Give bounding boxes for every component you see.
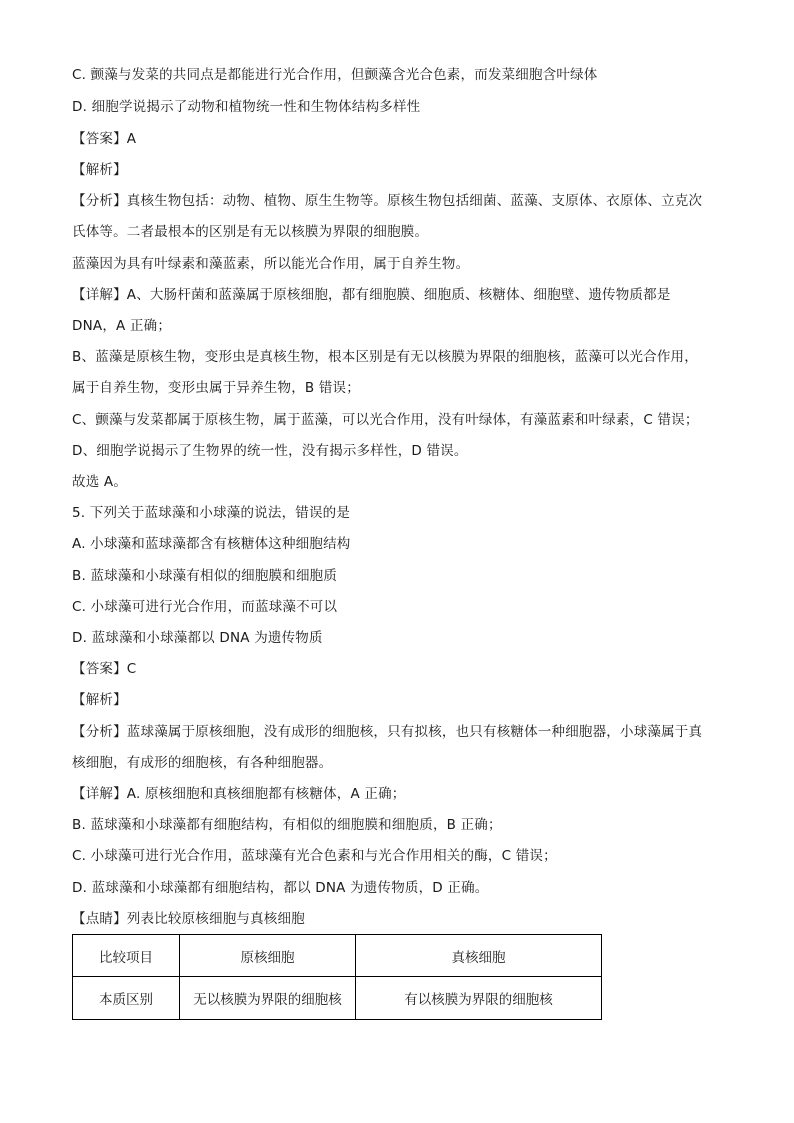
detail-b-2: B. 蓝球藻和小球藻都有细胞结构，有相似的细胞膜和细胞质，B 正确； bbox=[72, 817, 502, 833]
detail-c-2: C. 小球藻可进行光合作用，蓝球藻有光合色素和与光合作用相关的酶，C 错误； bbox=[72, 848, 557, 864]
analysis-heading-2: 【解析】 bbox=[72, 692, 127, 708]
detail-d: D、细胞学说揭示了生物界的统一性，没有揭示多样性，D 错误。 bbox=[72, 443, 468, 459]
table-header-row bbox=[73, 935, 602, 977]
detail-b-cont: 属于自养生物，变形虫属于异养生物，B 错误； bbox=[72, 380, 360, 396]
analysis-text-cont: 氏体等。二者最根本的区别是有无以核膜为界限的细胞膜。 bbox=[72, 224, 429, 240]
answer-label-2: 【答案】C bbox=[72, 661, 137, 677]
question-5-option-c: C. 小球藻可进行光合作用，而蓝球藻不可以 bbox=[72, 599, 338, 615]
table-header-cell: 原核细胞 bbox=[180, 935, 356, 977]
table-header-cell: 比较项目 bbox=[73, 935, 180, 977]
detail-c: C、颤藻与发菜都属于原核生物，属于蓝藻，可以光合作用，没有叶绿体，有藻蓝素和叶绿素，C 错误； bbox=[72, 412, 699, 428]
question-5-option-d: D. 蓝球藻和小球藻都以 DNA 为遗传物质 bbox=[72, 630, 323, 646]
question-5-stem: 5. 下列关于蓝球藻和小球藻的说法，错误的是 bbox=[72, 505, 351, 521]
analysis-heading: 【解析】 bbox=[72, 162, 127, 178]
detail-d-2: D. 蓝球藻和小球藻都有细胞结构，都以 DNA 为遗传物质，D 正确。 bbox=[72, 880, 489, 896]
table-header-cell: 真核细胞 bbox=[356, 935, 602, 977]
detail-a-2: 【详解】A. 原核细胞和真核细胞都有核糖体，A 正确； bbox=[72, 786, 406, 802]
table-cell: 有以核膜为界限的细胞核 bbox=[356, 977, 602, 1020]
detail-text-cont: DNA，A 正确； bbox=[72, 318, 172, 334]
answer-label: 【答案】A bbox=[72, 131, 137, 147]
analysis-text-note: 蓝藻因为具有叶绿素和藻蓝素，所以能光合作用，属于自养生物。 bbox=[72, 256, 470, 272]
selection-line: 故选 A。 bbox=[72, 474, 128, 490]
question-5-option-b: B. 蓝球藻和小球藻有相似的细胞膜和细胞质 bbox=[72, 568, 338, 584]
analysis-text-2: 【分析】蓝球藻属于原核细胞，没有成形的细胞核，只有拟核，也只有核糖体一种细胞器，小球藻属于真 bbox=[72, 724, 703, 740]
table-row bbox=[73, 977, 602, 1020]
key-point-heading: 【点睛】列表比较原核细胞与真核细胞 bbox=[72, 911, 305, 927]
detail-b: B、蓝藻是原核生物，变形虫是真核生物，根本区别是有无以核膜为界限的细胞核，蓝藻可以光合作用， bbox=[72, 349, 698, 365]
comparison-table bbox=[72, 934, 602, 1020]
detail-text: 【详解】A、大肠杆菌和蓝藻属于原核细胞，都有细胞膜、细胞质、核糖体、细胞壁、遗传物质都是 bbox=[72, 287, 671, 303]
analysis-text: 【分析】真核生物包括：动物、植物、原生生物等。原核生物包括细菌、蓝藻、支原体、衣原体、立克次 bbox=[72, 193, 703, 209]
option-c-line: C. 颤藻与发菜的共同点是都能进行光合作用，但颤藻含光合色素，而发菜细胞含叶绿体 bbox=[72, 67, 598, 83]
question-5-option-a: A. 小球藻和蓝球藻都含有核糖体这种细胞结构 bbox=[72, 536, 351, 552]
table-cell: 无以核膜为界限的细胞核 bbox=[180, 977, 356, 1020]
analysis-text-2-cont: 核细胞，有成形的细胞核，有各种细胞器。 bbox=[72, 755, 333, 771]
option-d-line: D. 细胞学说揭示了动物和植物统一性和生物体结构多样性 bbox=[72, 99, 421, 115]
table-cell: 本质区别 bbox=[73, 977, 180, 1020]
